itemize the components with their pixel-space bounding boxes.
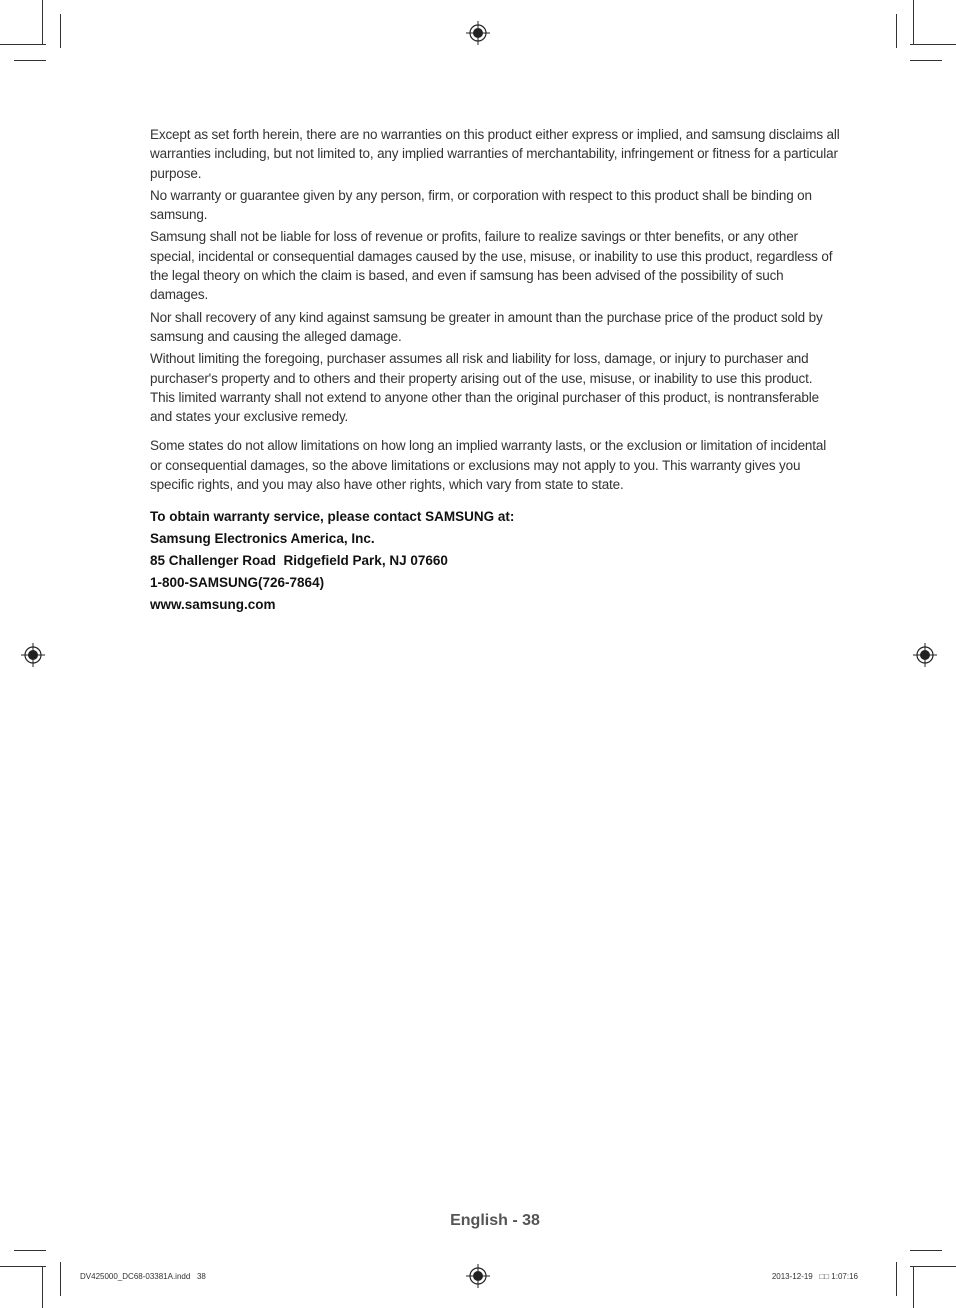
contact-address: 85 Challenger Road Ridgefield Park, NJ 07660: [150, 553, 448, 569]
crop-mark-icon: [0, 0, 61, 61]
registration-mark-icon: [913, 643, 937, 667]
disclaimer-paragraph: Except as set forth herein, there are no warranties on this product either express or implied, and samsung disclaims all warranties including, but not limited to, any implied warranties of merchantability, infringement or fitness for a particular purpose.: [150, 127, 840, 181]
file-slug: DV425000_DC68-03381A.indd 38: [80, 1272, 206, 1281]
date-slug: 2013-12-19 □□ 1:07:16: [771, 1272, 858, 1281]
contact-company: Samsung Electronics America, Inc.: [150, 531, 375, 547]
page-number-label: English - 38: [450, 1212, 540, 1229]
disclaimer-paragraph: Without limiting the foregoing, purchaser assumes all risk and liability for loss, damage, or injury to purchaser and purchaser's property and to others and their property arising out of the use, misuse, or inability to use this product. This limited warranty shall not extend to anyone other than the original purchaser of this product, is nontransferable and states your exclusive remedy.: [150, 351, 819, 425]
contact-heading: To obtain warranty service, please contact SAMSUNG at:: [150, 509, 515, 525]
crop-mark-icon: [897, 1251, 956, 1308]
crop-mark-icon: [0, 1251, 61, 1308]
contact-block: [150, 506, 840, 616]
registration-mark-icon: [466, 21, 490, 45]
contact-phone: 1-800-SAMSUNG(726-7864): [150, 575, 325, 591]
disclaimer-paragraph: No warranty or guarantee given by any person, firm, or corporation with respect to this product shall be binding on samsung.: [150, 187, 812, 223]
registration-mark-icon: [466, 1264, 490, 1288]
crop-mark-icon: [897, 0, 956, 61]
disclaimer-paragraph: Some states do not allow limitations on how long an implied warranty lasts, or the exclusion or limitation of incidental or consequential damages, so the above limitations or exclusions may not apply to you. This warranty gives you specific rights, and you may also have other rights, which vary from state to state.: [150, 438, 827, 493]
disclaimer-paragraph: Nor shall recovery of any kind against samsung be greater in amount than the purchase price of the product sold by samsung and causing the alleged damage.: [150, 309, 823, 344]
contact-website: www.samsung.com: [150, 597, 276, 613]
warranty-disclaimer: [150, 125, 840, 616]
disclaimer-paragraph: Samsung shall not be liable for loss of revenue or profits, failure to realize savings or thter benefits, or any other special, incidental or consequential damages caused by the use, misuse, or inability to use this product, regardless of the legal theory on which the claim is based, and even if samsung has been advised of the possibility of such damages.: [150, 229, 833, 303]
registration-mark-icon: [21, 643, 45, 667]
